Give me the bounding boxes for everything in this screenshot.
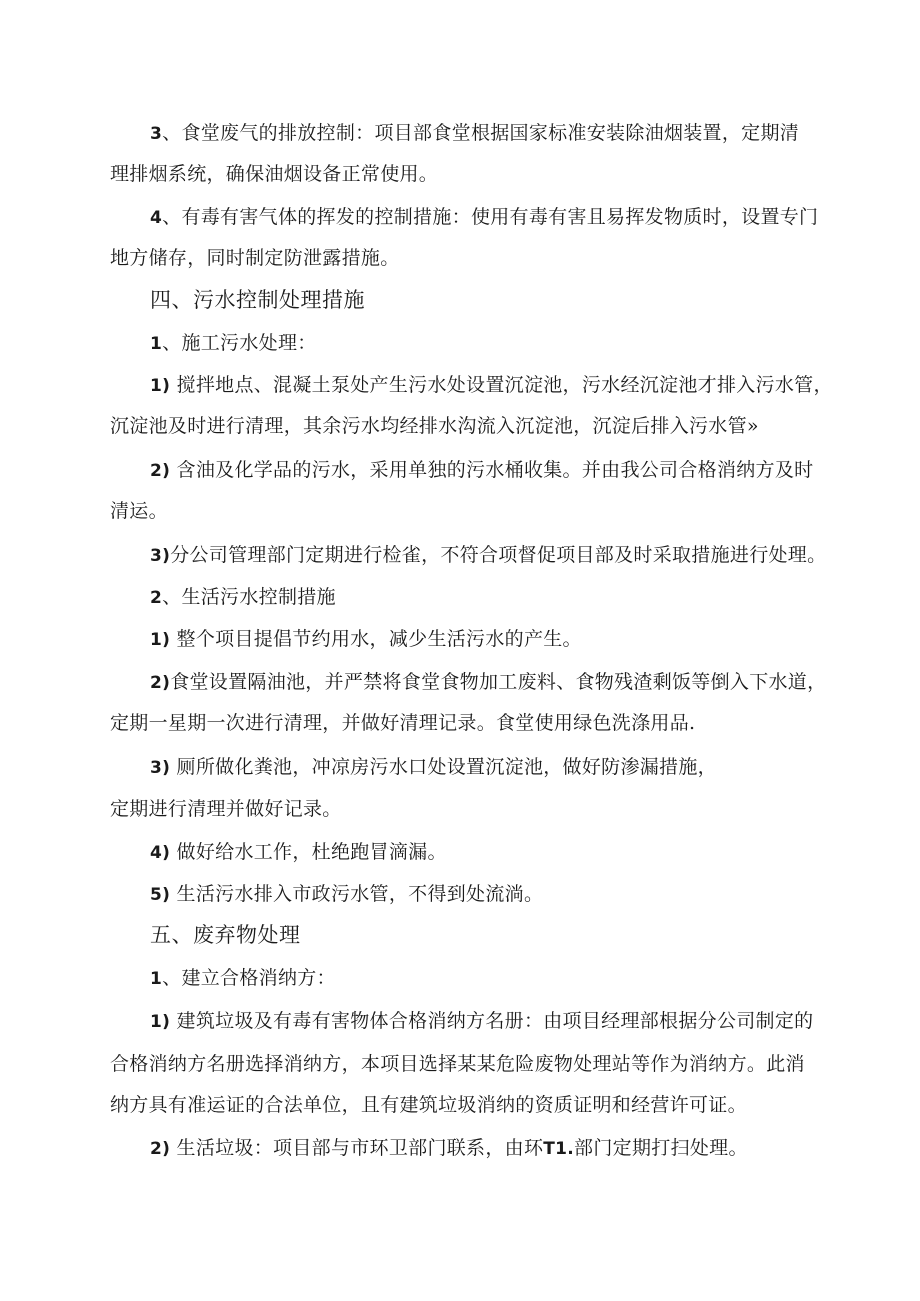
paragraph-text: 食堂设置隔油池，并严禁将食堂食物加工废料、食物残渣剩饭等倒入下水道， — [170, 671, 827, 693]
item-number: 5) — [150, 885, 171, 905]
paragraph-construction-waste — [150, 1009, 813, 1034]
item-number: 1 — [150, 969, 163, 989]
paragraph-text: 、有毒有害气体的挥发的控制措施：使用有毒有害且易挥发物质时，设置专门 — [162, 206, 819, 228]
paragraph-text: 生活污水排入市政污水管，不得到处流淌。 — [170, 883, 544, 905]
paragraph-domestic-waste — [150, 1136, 748, 1161]
item-number: 3) — [150, 758, 171, 778]
paragraph-text: 定期进行清理并做好记录。 — [110, 798, 342, 820]
item-number: 1) — [150, 630, 171, 650]
paragraph-canteen-exhaust-cont — [110, 162, 438, 186]
paragraph-text: 含油及化学品的污水，采用单独的污水桶收集。并由我公司合格消纳方及时 — [170, 459, 814, 481]
item-number: 1) — [150, 1012, 171, 1032]
item-number: 2) — [150, 461, 171, 481]
paragraph-text: 建筑垃圾及有毒有害物体合格消纳方名册：由项目经理部根据分公司制定的 — [170, 1010, 814, 1032]
subheading-domestic-sewage — [150, 585, 336, 610]
paragraph-water-supply — [150, 840, 447, 865]
item-number: 4 — [150, 208, 163, 228]
paragraph-mixing-sewage-cont — [110, 414, 759, 438]
paragraph-text: 整个项目提倡节约用水，减少生活污水的产生。 — [170, 628, 582, 650]
paragraph-canteen-exhaust — [150, 121, 799, 146]
paragraph-toxic-gas — [150, 205, 818, 230]
paragraph-construction-waste-cont1 — [110, 1052, 805, 1076]
paragraph-text: 搅拌地点、混凝土泵处产生污水处设置沉淀池，污水经沉淀池才排入污水管， — [170, 374, 833, 396]
paragraph-septic-tank-cont — [110, 797, 342, 821]
paragraph-text: 沉淀池及时进行清理，其余污水均经排水沟流入沉淀池，沉淀后排入污水管» — [110, 415, 759, 437]
subheading-construction-sewage — [150, 331, 317, 356]
paragraph-text: 理排烟系统，确保油烟设备正常使用。 — [110, 163, 439, 185]
paragraph-text: 生活垃圾：项目部与市环卫部门联系，由环 — [170, 1137, 544, 1159]
paragraph-text: 定期一星期一次进行清理，并做好清理记录。食堂使用绿色洗涤用品. — [110, 712, 696, 734]
paragraph-text: 、生活污水控制措施 — [162, 586, 336, 608]
paragraph-text: 分公司管理部门定期进行检雀，不符合项督促项目部及时采取措施进行处理。 — [170, 544, 827, 566]
item-number: 2) — [150, 673, 171, 693]
item-number: 1) — [150, 376, 171, 396]
item-number: 2) — [150, 1139, 171, 1159]
paragraph-text-tail: 部门定期打扫处理。 — [574, 1137, 748, 1159]
paragraph-text: 、建立合格消纳方： — [162, 967, 336, 989]
item-number: 2 — [150, 588, 163, 608]
paragraph-text: 合格消纳方名册选择消纳方，本项目选择某某危险废物处理站等作为消纳方。此消 — [110, 1053, 805, 1075]
paragraph-text: 清运。 — [110, 500, 168, 522]
paragraph-oil-chemical — [150, 458, 813, 483]
inline-code: T1. — [543, 1139, 575, 1159]
paragraph-grease-trap — [150, 670, 826, 695]
item-number: 4) — [150, 843, 171, 863]
subheading-qualified-disposer — [150, 966, 336, 991]
paragraph-mixing-sewage — [150, 373, 833, 398]
item-number: 1 — [150, 334, 163, 354]
paragraph-septic-tank — [150, 755, 717, 780]
paragraph-oil-chemical-cont — [110, 499, 168, 523]
paragraph-toxic-gas-cont — [110, 246, 400, 270]
section-heading-sewage: 四、污水控制处理措施 — [150, 288, 365, 312]
section-heading-waste: 五、废弃物处理 — [150, 923, 301, 947]
paragraph-text: 地方储存，同时制定防泄露措施。 — [110, 247, 400, 269]
paragraph-text: 、施工污水处理： — [162, 332, 317, 354]
paragraph-inspection — [150, 543, 826, 568]
paragraph-text: 、食堂废气的排放控制：项目部食堂根据国家标准安装除油烟装置，定期清 — [162, 122, 800, 144]
paragraph-text: 厕所做化粪池，冲凉房污水口处设置沉淀池，做好防渗漏措施， — [170, 756, 717, 778]
paragraph-water-saving — [150, 627, 582, 652]
paragraph-grease-trap-cont — [110, 711, 695, 735]
item-number: 3) — [150, 546, 171, 566]
item-number: 3 — [150, 124, 163, 144]
paragraph-construction-waste-cont2 — [110, 1093, 747, 1117]
paragraph-text: 做好给水工作，杜绝跑冒滴漏。 — [170, 841, 447, 863]
paragraph-text: 纳方具有准运证的合法单位，且有建筑垃圾消纳的资质证明和经营许可证。 — [110, 1094, 747, 1116]
paragraph-municipal-pipe — [150, 882, 543, 907]
